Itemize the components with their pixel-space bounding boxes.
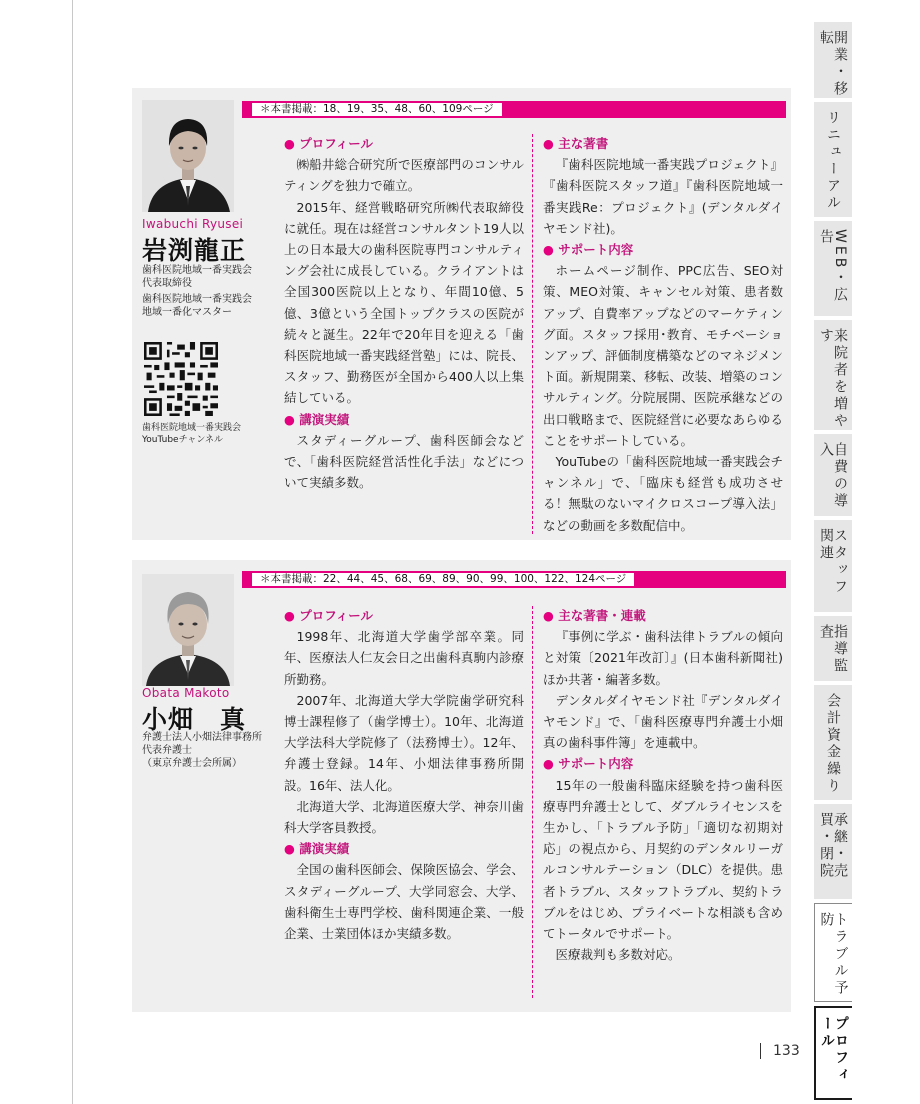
profile-card-obata [132,560,791,1012]
column-divider [532,134,533,534]
section-heading: ● 講演実績 [284,411,350,427]
youtube-qr-code[interactable] [144,342,218,416]
affiliation: 弁護士法人小畑法律事務所 代表弁護士 （東京弁護士会所属） [142,732,262,769]
paragraph: ホームページ制作、PPC広告、SEO対策、MEO対策、キャンセル対策、患者数アップ、自費率アップなどのマーケティング面。スタッフ採用･教育、モチベーションアップ、評価制度構築などのマネジメント面。新規開業、移転、改装、増築のコンサルティング。分院展開、医院承継などの出口戦略まで、医院経営に必要なあらゆることをサポートしている。 [543,263,783,448]
section-heading: ● 講演実績 [284,841,350,857]
profile-card-iwabuchi [132,88,791,540]
section-heading: ● サポート内容 [543,242,634,258]
paragraph: 2007年、北海道大学大学院歯学研究科博士課程修了（歯学博士）。10年、北海道大学法科大学院修了（法務博士）。12年、弁護士登録。14年、小畑法律事務所開設。16年、法人化。 [284,692,524,793]
tab-profile[interactable]: プロフィール [814,1006,852,1100]
tab-kansa[interactable]: 指導監査 [814,616,852,681]
romaji-name: Iwabuchi Ryusei [142,217,244,231]
right-column [543,133,783,536]
paragraph: 15年の一般歯科臨床経験を持つ歯科医療専門弁護士として、ダブルライセンスを生かし、「トラブル予防」「適切な初期対応」の視点から、月契約のデンタルリーガルコンサルテーション（DLC）を提供。患者トラブル、スタッフトラブル、契約トラブルをはじめ、プライベートな相談も含めてトータルでサポート。 [543,777,783,942]
tab-staff[interactable]: スタッフ関連 [814,520,852,612]
tab-jihi[interactable]: 自費の導入 [814,434,852,516]
pages-reference: ＊本書掲載：22、44、45、68、69、89、90、99、100、122、124ページ [252,573,634,586]
affiliation: 歯科医院地域一番実践会 代表取締役 歯科医院地域一番実践会 地域一番化マスター [142,265,252,318]
portrait-photo [142,574,234,686]
tab-renewal[interactable]: リニューアル [814,102,852,217]
paragraph: 1998年、北海道大学歯学部卒業。同年、医療法人仁友会日之出歯科真駒内診療所勤務。 [284,629,524,687]
tab-patients[interactable]: 来院者を増やす [814,320,852,430]
paragraph: 全国の歯科医師会、保険医協会、学会、スタディーグループ、大学同窓会、大学、歯科衛生士専門学校、歯科関連企業、一般企業、士業団体ほか実績多数。 [284,862,524,942]
person-name: 小畑 真 [142,705,247,734]
paragraph: 北海道大学、北海道医療大学、神奈川歯科大学客員教授。 [284,798,524,836]
person-name: 岩渕龍正 [142,236,247,265]
section-heading: ● プロフィール [284,136,374,151]
paragraph: 2015年、経営戦略研究所㈱代表取締役に就任。現在は経営コンサルタント19人以上の日本最大の歯科医院専門コンサルティング会社に成長している。クライアントは全国300医院以上となり、年間10億、5億、3億という全国トップクラスの医院が続々と誕生。22年で20年目を迎える「歯科医院地域一番実践経営塾」には、院長、スタッフ、勤務医が全国から400人以上集結している。 [284,199,524,406]
pages-banner [242,571,786,588]
column-divider [532,606,533,998]
section-heading: ● 主な著書・連載 [543,608,646,623]
paragraph: デンタルダイヤモンド社『デンタルダイヤモンド』で、「歯科医療専門弁護士小畑真の歯科事件簿」を連載中。 [543,692,783,751]
paragraph: 『事例に学ぶ・歯科法律トラブルの傾向と対策〔2021年改訂〕』(日本歯科新聞社)ほか共著・編著多数。 [543,629,783,687]
paragraph: スタディーグループ、歯科医師会などで、「歯科医院経営活性化手法」などについて実績多数。 [284,432,524,491]
paragraph: ㈱船井総合研究所で医療部門のコンサルティングを独力で確立。 [284,157,524,194]
section-heading: ● サポート内容 [543,756,634,772]
qr-caption: 歯科医院地域一番実践会 YouTubeチャンネル [142,423,242,445]
tab-shokei[interactable]: 承継・売買・閉院 [814,804,852,899]
pages-banner [242,101,786,118]
tab-web[interactable]: WEB・広告 [814,221,852,316]
paragraph: YouTubeの「歯科医院地域一番実践会チャンネル」で、「臨床も経営も成功させる！無駄のないマイクロスコープ導入法」などの動画を多数配信中。 [543,454,783,533]
romaji-name: Obata Makoto [142,686,230,700]
page-gutter-line [72,0,73,1104]
right-column [543,605,783,965]
section-heading: ● 主な著書 [543,136,609,151]
paragraph: 『歯科医院地域一番実践プロジェクト』『歯科医院スタッフ道』『歯科医院地域一番実践Re：プロジェクト』(デンタルダイヤモンド社)。 [543,157,783,236]
pages-reference: ＊本書掲載：18、19、35、48、60、109ページ [252,103,502,116]
tab-kaigyo[interactable]: 開業・移転 [814,22,852,98]
portrait-photo [142,100,234,212]
tab-trouble[interactable]: トラブル予防 [814,903,852,1002]
left-column [284,133,524,493]
section-heading: ● プロフィール [284,608,374,623]
paragraph: 医療裁判も多数対応。 [555,947,681,963]
tab-kaikei[interactable]: 会計資金繰り [814,685,852,800]
page-number: 133 [760,1043,800,1059]
left-column [284,605,524,944]
